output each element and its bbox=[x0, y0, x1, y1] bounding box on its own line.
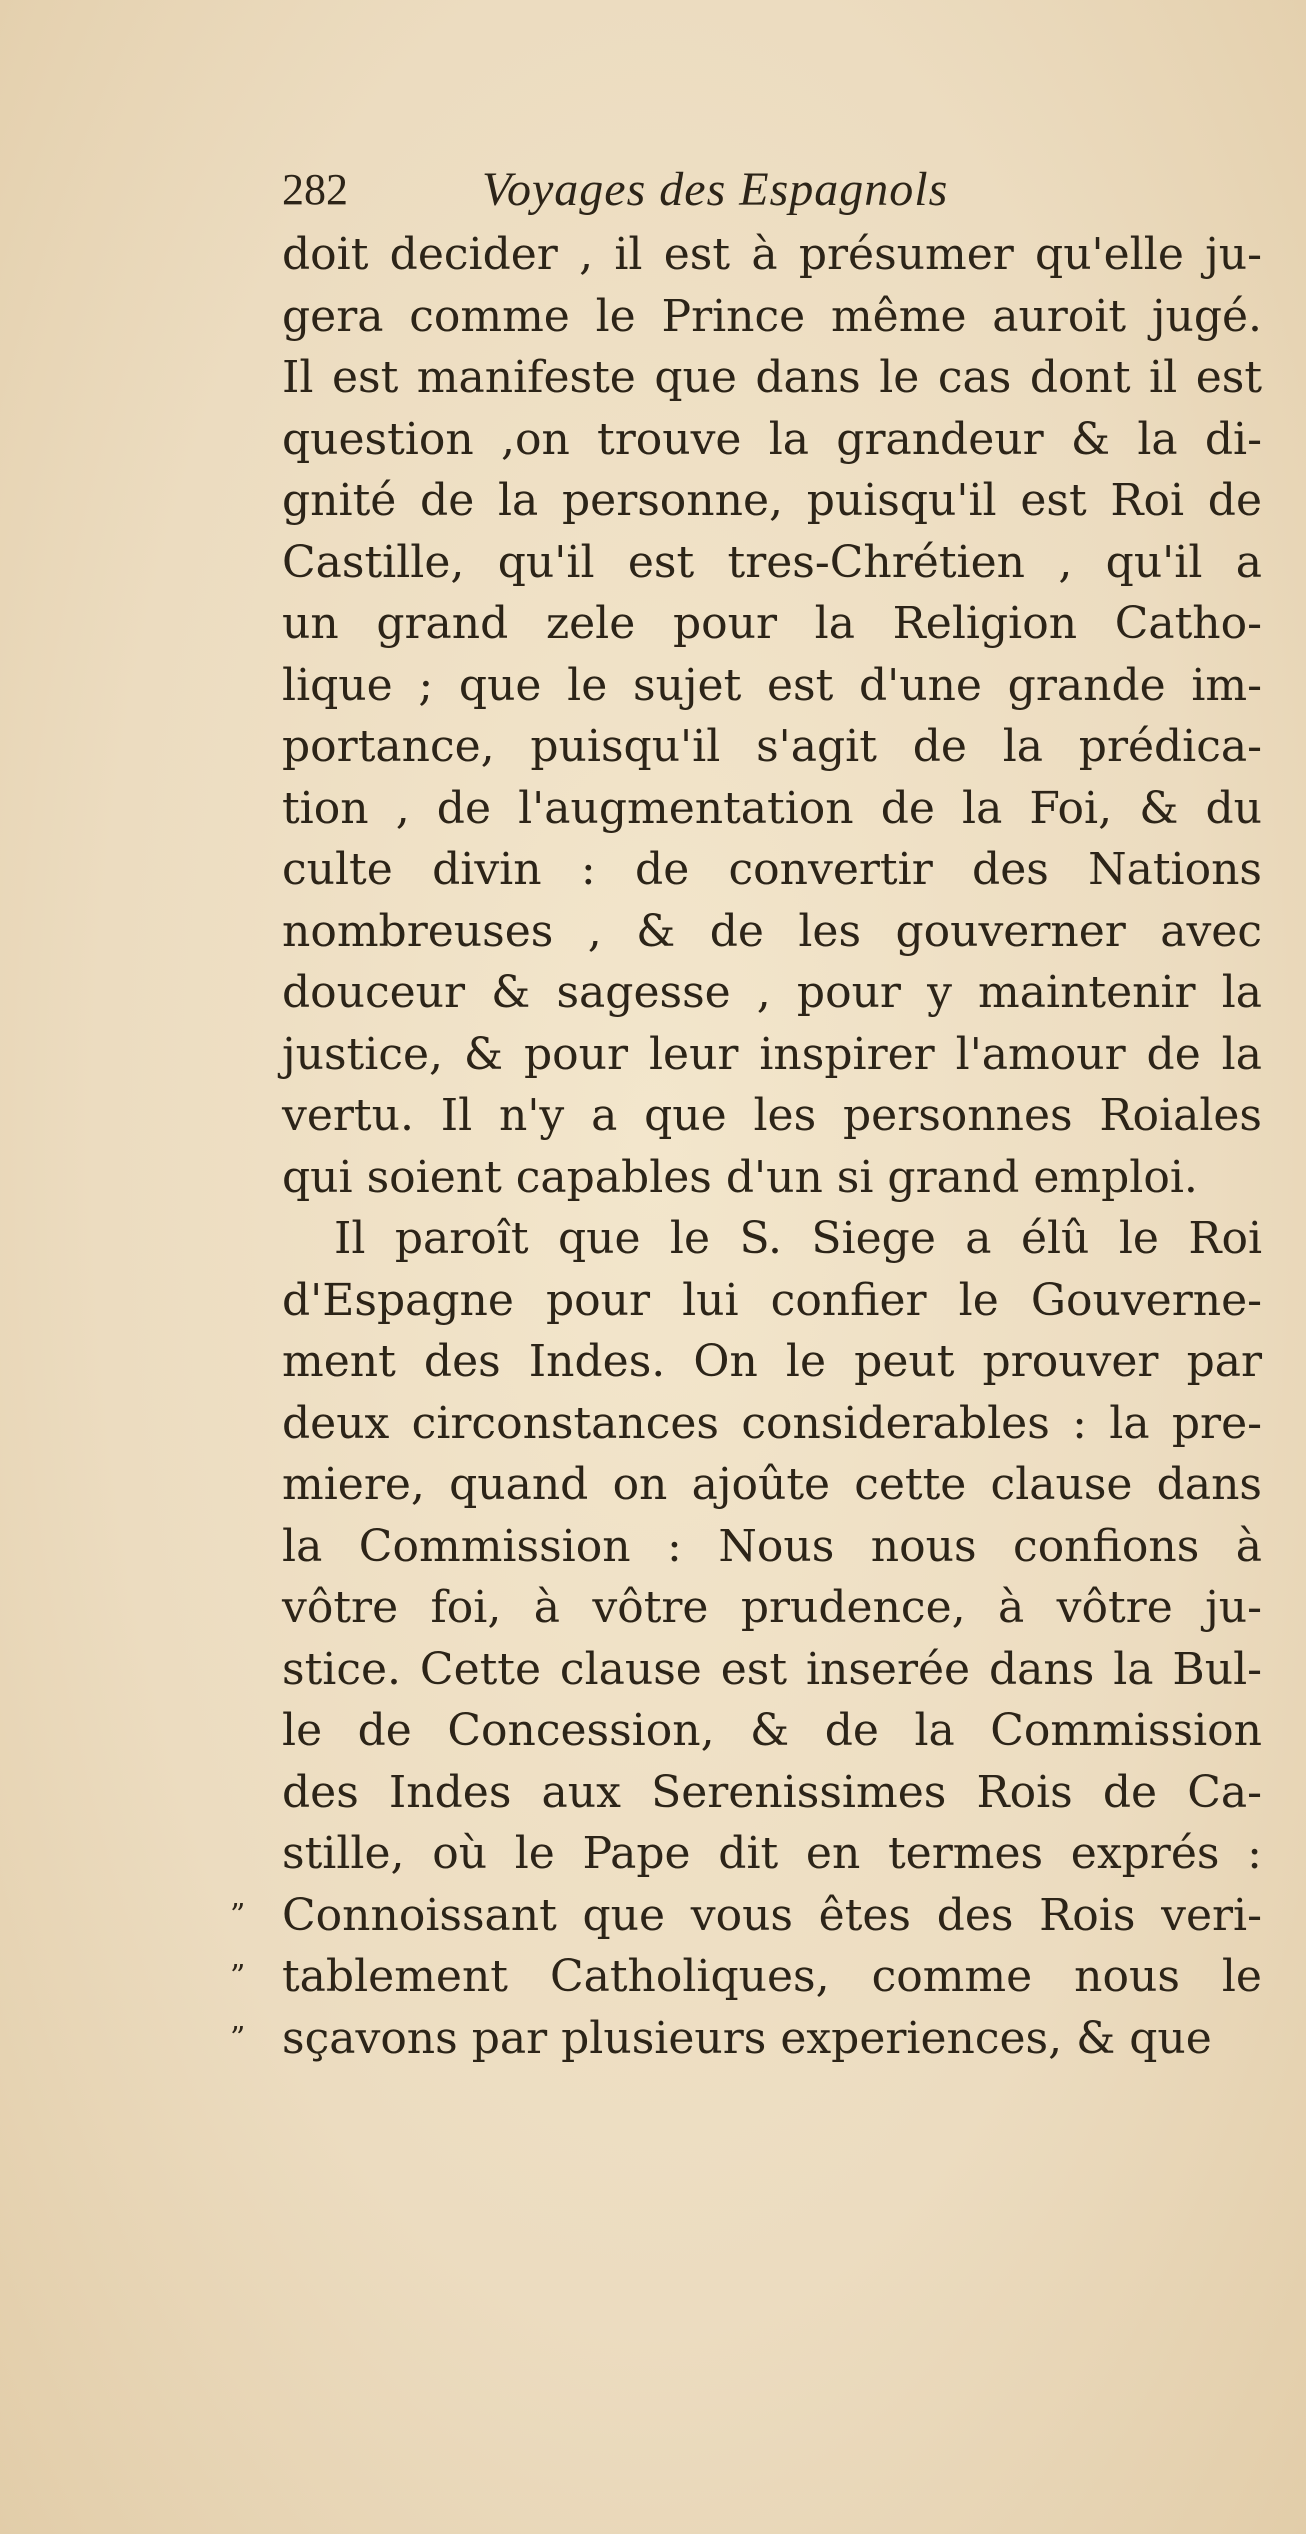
line-text: culte divin : de convertir des Nations bbox=[282, 844, 1263, 895]
line-text: sçavons par plusieurs experiences, & que bbox=[282, 2012, 1212, 2064]
line-text: un grand zele pour la Religion Catho- bbox=[282, 598, 1262, 649]
line-text: Castille, qu'il est tres-Chrétien , qu'il a bbox=[282, 536, 1263, 588]
text-line bbox=[282, 962, 1262, 1024]
text-line bbox=[282, 1454, 1262, 1516]
line-text: nombreuses , & de les gouverner avec bbox=[282, 905, 1262, 957]
line-text: justice, & pour leur inspirer l'amour de la bbox=[282, 1028, 1262, 1080]
text-line bbox=[282, 593, 1262, 655]
line-text: des Indes aux Serenissimes Rois de Ca- bbox=[282, 1766, 1262, 1818]
line-text: qui soient capables d'un si grand emploi. bbox=[282, 1151, 1198, 1203]
text-line bbox=[282, 778, 1262, 840]
text-line bbox=[282, 901, 1262, 963]
text-line bbox=[230, 2008, 1262, 2070]
text-line bbox=[282, 1208, 1262, 1270]
line-text: Connoissant que vous êtes des Rois veri- bbox=[282, 1889, 1262, 1941]
text-line bbox=[282, 224, 1262, 286]
text-line bbox=[282, 347, 1262, 409]
line-text: Il est manifeste que dans le cas dont il est bbox=[282, 352, 1263, 403]
text-line bbox=[282, 1393, 1262, 1455]
text-line bbox=[230, 1946, 1262, 2008]
text-line bbox=[282, 1516, 1262, 1578]
line-text: stille, où le Pape dit en termes exprés : bbox=[282, 1828, 1262, 1879]
quotation-mark: ” bbox=[230, 1959, 246, 1994]
line-text: portance, puisqu'il s'agit de la prédica- bbox=[282, 721, 1262, 772]
line-text: miere, quand on ajoûte cette clause dans bbox=[282, 1459, 1262, 1510]
line-text: douceur & sagesse , pour y maintenir la bbox=[282, 967, 1263, 1018]
text-line bbox=[282, 1147, 1262, 1209]
line-text: tablement Catholiques, comme nous le bbox=[282, 1951, 1262, 2002]
line-text: doit decider , il est à présumer qu'elle ju- bbox=[282, 229, 1262, 280]
text-line bbox=[282, 1331, 1262, 1393]
page-header bbox=[282, 160, 1062, 220]
text-line bbox=[282, 409, 1262, 471]
text-line bbox=[282, 1270, 1262, 1332]
line-text: lique ; que le sujet est d'une grande im- bbox=[282, 659, 1263, 711]
line-text: vôtre foi, à vôtre prudence, à vôtre ju- bbox=[282, 1582, 1262, 1633]
line-text: gera comme le Prince même auroit jugé. bbox=[282, 290, 1263, 342]
text-line bbox=[282, 716, 1262, 778]
line-text: question ,on trouve la grandeur & la di- bbox=[282, 413, 1262, 465]
line-text: gnité de la personne, puisqu'il est Roi de bbox=[282, 475, 1262, 526]
line-text: tion , de l'augmentation de la Foi, & du bbox=[282, 782, 1262, 834]
line-text: la Commission : Nous nous confions à bbox=[282, 1520, 1263, 1572]
quotation-mark: ” bbox=[230, 1897, 246, 1933]
text-line bbox=[282, 286, 1262, 348]
text-line bbox=[282, 1762, 1262, 1824]
running-title: Voyages des Espagnols bbox=[482, 163, 949, 216]
line-text: d'Espagne pour lui confier le Gouverne- bbox=[282, 1274, 1262, 1326]
text-line bbox=[282, 532, 1262, 594]
text-line bbox=[282, 1823, 1262, 1885]
text-line bbox=[282, 655, 1262, 717]
line-text: deux circonstances considerables : la pre- bbox=[282, 1397, 1262, 1449]
page-number: 282 bbox=[282, 165, 348, 214]
text-line bbox=[230, 1885, 1262, 1947]
quotation-mark: ” bbox=[230, 2020, 246, 2056]
line-text: ment des Indes. On le peut prouver par bbox=[282, 1336, 1263, 1387]
text-line bbox=[282, 1639, 1262, 1701]
line-text: stice. Cette clause est inserée dans la Bul- bbox=[282, 1643, 1263, 1695]
body-text bbox=[230, 224, 1263, 2069]
text-line bbox=[282, 470, 1262, 532]
text-line bbox=[282, 839, 1262, 901]
line-text: Il paroît que le S. Siege a élû le Roi bbox=[334, 1213, 1263, 1264]
text-line bbox=[282, 1085, 1262, 1147]
text-line bbox=[282, 1024, 1262, 1086]
line-text: vertu. Il n'y a que les personnes Roiales bbox=[282, 1090, 1263, 1141]
text-line bbox=[282, 1577, 1262, 1639]
text-line bbox=[282, 1700, 1262, 1762]
line-text: le de Concession, & de la Commission bbox=[282, 1705, 1262, 1756]
